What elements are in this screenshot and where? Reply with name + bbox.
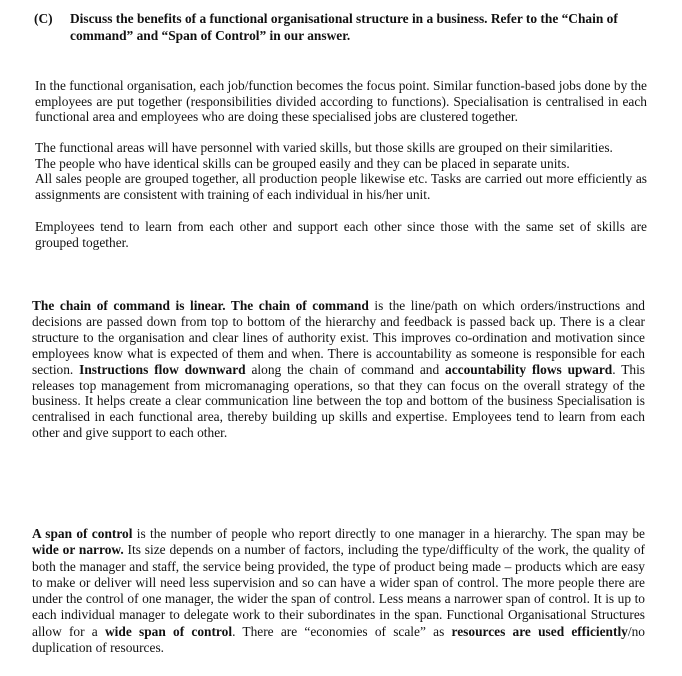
span-text-3: . There are “economies of scale” as xyxy=(232,623,452,639)
question-text: Discuss the benefits of a functional organisational structure in a business. Refer to the “Chain of command” and “Span of Control” in our answer. xyxy=(70,11,618,43)
span-text-1: is the number of people who report directly to one manager in a hierarchy. The span may be xyxy=(132,526,645,541)
paragraph-employees-learn: Employees tend to learn from each other and support each other since those with the same set of skills are grouped together. xyxy=(35,219,647,250)
chain-bold-1: The chain of command is linear. The chain of command xyxy=(32,298,369,313)
question-label: (C) xyxy=(34,11,53,26)
span-bold-1: A span of control xyxy=(32,526,133,541)
chain-bold-2: Instructions flow downward xyxy=(79,361,246,377)
question-heading xyxy=(34,11,654,44)
paragraph-chain-of-command xyxy=(32,298,645,441)
functional-areas-line-2: The people who have identical skills can be grouped easily and they can be placed in separate units. xyxy=(35,155,570,171)
paragraph-span-of-control xyxy=(32,526,645,656)
functional-areas-line-3: All sales people are grouped together, all production people likewise etc. Tasks are carried out more efficiently as assignments are consistent with training of each individual in his/her unit. xyxy=(35,171,647,202)
chain-text-1: is the line/path on which orders/instructions and decisions are passed down from top to bottom of the hierarchy and feedback is passed back up. There is a clear structure to the organisation and clear lines of authority exist. This improves co-ordination and motivation since employees know what is expected of them and when. There is accountability as someone is responsible for each section. xyxy=(32,298,645,377)
chain-text-3: . This releases top management from micromanaging operations, so that they can focus on the overall strategy of the business. It helps create a clear communication line between the top and bottom of the business Specialisation is centralised in each functional area, thereby building up skills and expertise. Employees tend to learn from each other and give support to each other. xyxy=(32,361,646,441)
chain-text-2: along the chain of command and xyxy=(245,361,446,377)
span-text-4: /no duplication of resources. xyxy=(32,623,646,656)
span-bold-3: wide span of control xyxy=(104,623,233,639)
paragraph-functional-areas xyxy=(35,140,647,202)
paragraph-functional-organisation: In the functional organisation, each job/function becomes the focus point. Similar function-based jobs done by the employees are put together (responsibilities divided according to functions). Specialisation is centralised in each functional area and employees who are doing these specialised jobs are clustered together. xyxy=(35,78,647,125)
span-text-2: Its size depends on a number of factors, including the type/difficulty of the work, the quality of both the manager and staff, the service being provided, the type of product being made – products which are easy to make or deliver will need less supervision and so can have a wider span of control. The more people there are under the control of one manager, the wider the span of control. Less means a narrower span of control. It is up to each individual manager to delegate work to their subordinates in the span. Functional Organisational Structures allow for a xyxy=(32,542,645,639)
span-bold-2: wide or narrow. xyxy=(32,542,124,558)
functional-areas-line-1: The functional areas will have personnel with varied skills, but those skills are grouped on their similarities. xyxy=(35,140,613,155)
span-bold-4: resources are used efficiently xyxy=(451,623,628,639)
chain-bold-3: accountability flows upward xyxy=(445,361,613,377)
